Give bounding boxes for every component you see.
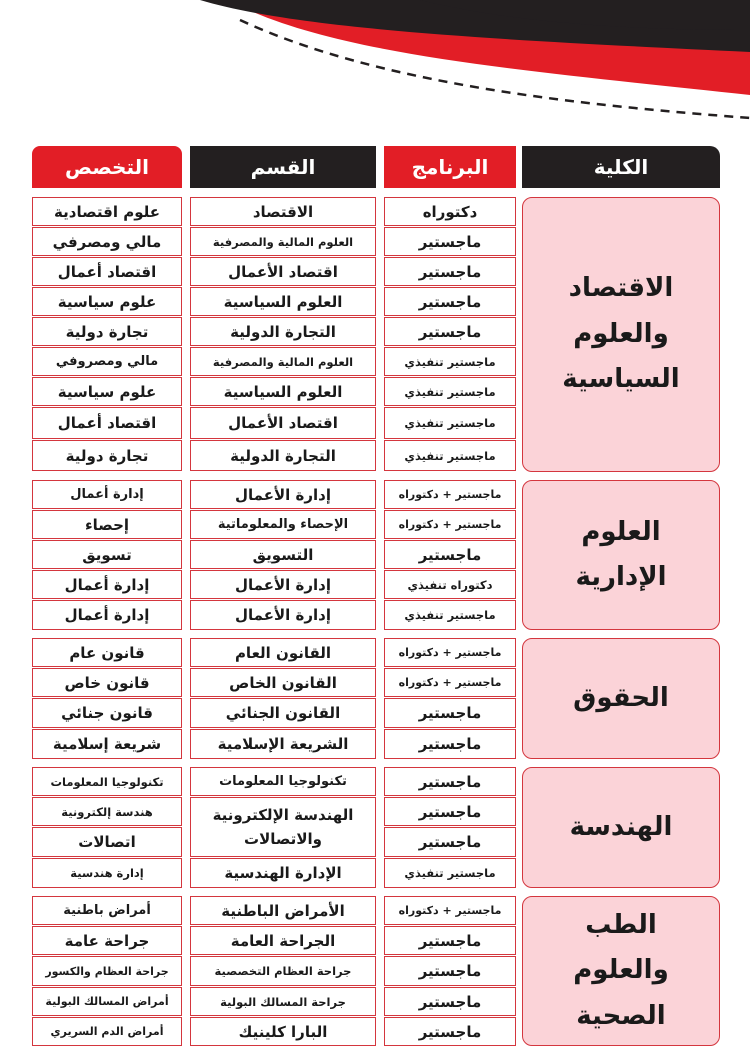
header-program: البرنامج xyxy=(384,146,516,188)
faculty-law xyxy=(522,638,720,759)
program-cell: ماجستير xyxy=(384,956,516,986)
program-cell: ماجستير xyxy=(384,257,516,286)
department-cell: إدارة الأعمال xyxy=(190,570,376,599)
department-cell: القانون الخاص xyxy=(190,668,376,697)
program-cell: ماجستير + دكتوراه xyxy=(384,480,516,509)
header-specialization: التخصص xyxy=(32,146,182,188)
table-row xyxy=(32,197,516,226)
department-cell: التجارة الدولية xyxy=(190,440,376,471)
table-row xyxy=(32,926,516,955)
table-row xyxy=(32,317,516,346)
specialization-cell: مالي ومصروفي xyxy=(32,347,182,376)
specialization-cell: تجارة دولية xyxy=(32,440,182,471)
department-cell: الاقتصاد xyxy=(190,197,376,226)
program-cell: ماجستير تنفيذي xyxy=(384,407,516,439)
department-cell: الجراحة العامة xyxy=(190,926,376,955)
program-cell: ماجستير تنفيذي xyxy=(384,347,516,376)
department-cell: التسويق xyxy=(190,540,376,569)
faculty-economics-politics xyxy=(522,197,720,472)
department-cell: جراحة المسالك البولية xyxy=(190,987,376,1016)
table-row xyxy=(32,407,516,439)
specialization-cell: تكنولوجيا المعلومات xyxy=(32,767,182,796)
table-row xyxy=(32,287,516,316)
program-cell: دكتوراه xyxy=(384,197,516,226)
specialization-cell: علوم سياسية xyxy=(32,287,182,316)
program-cell: ماجستير xyxy=(384,926,516,955)
specialization-cell: مالي ومصرفي xyxy=(32,227,182,256)
program-cell: ماجستير تنفيذي xyxy=(384,858,516,888)
table-row xyxy=(32,668,516,697)
program-cell: ماجستير xyxy=(384,767,516,796)
table-row xyxy=(32,638,516,667)
specialization-cell: إحصاء xyxy=(32,510,182,539)
specialization-cell: هندسة إلكترونية xyxy=(32,797,182,826)
department-cell: القانون العام xyxy=(190,638,376,667)
department-cell: التجارة الدولية xyxy=(190,317,376,346)
table-row xyxy=(32,987,516,1016)
specialization-cell: تجارة دولية xyxy=(32,317,182,346)
program-cell: ماجستير تنفيذي xyxy=(384,440,516,471)
department-cell: الإدارة الهندسية xyxy=(190,858,376,888)
specialization-cell: تسويق xyxy=(32,540,182,569)
program-cell: ماجستير تنفيذي xyxy=(384,600,516,630)
table-row xyxy=(32,440,516,471)
specialization-cell: إدارة أعمال xyxy=(32,480,182,509)
department-cell: الشريعة الإسلامية xyxy=(190,729,376,759)
department-cell: الأمراض الباطنية xyxy=(190,896,376,925)
faculty-engineering xyxy=(522,767,720,888)
top-banner-decoration xyxy=(0,0,750,130)
department-cell-merged: الهندسة الإلكترونية والاتصالات xyxy=(190,797,376,857)
table-row xyxy=(32,570,516,599)
faculty-name: الهندسة xyxy=(569,811,673,842)
table-row xyxy=(32,257,516,286)
header-department: القسم xyxy=(190,146,376,188)
faculty-name: العلوم الإدارية xyxy=(575,516,667,592)
specialization-cell: اقتصاد أعمال xyxy=(32,407,182,439)
department-cell: الإحصاء والمعلوماتية xyxy=(190,510,376,539)
department-cell: اقتصاد الأعمال xyxy=(190,257,376,286)
faculty-medicine-health xyxy=(522,896,720,1046)
program-cell: ماجستير تنفيذي xyxy=(384,377,516,406)
department-cell: البارا كلينيك xyxy=(190,1017,376,1046)
specialization-cell: أمراض باطنية xyxy=(32,896,182,925)
table-row xyxy=(32,1017,516,1046)
specialization-cell: أمراض المسالك البولية xyxy=(32,987,182,1016)
department-cell: القانون الجنائي xyxy=(190,698,376,728)
program-cell: دكتوراه تنفيذي xyxy=(384,570,516,599)
program-cell: ماجستير xyxy=(384,698,516,728)
table-row xyxy=(32,729,516,759)
table-row xyxy=(32,480,516,509)
department-cell: العلوم المالية والمصرفية xyxy=(190,347,376,376)
table-row xyxy=(32,227,516,256)
table-row xyxy=(32,698,516,728)
program-cell: ماجستير + دكتوراه xyxy=(384,510,516,539)
department-cell: العلوم السياسية xyxy=(190,287,376,316)
specialization-cell: إدارة أعمال xyxy=(32,570,182,599)
specialization-cell: اقتصاد أعمال xyxy=(32,257,182,286)
specialization-cell: إدارة هندسية xyxy=(32,858,182,888)
table-row xyxy=(32,600,516,630)
table-row xyxy=(32,347,516,376)
specialization-cell: علوم اقتصادية xyxy=(32,197,182,226)
program-cell: ماجستير xyxy=(384,287,516,316)
header-faculty: الكلية xyxy=(522,146,720,188)
specialization-cell: قانون عام xyxy=(32,638,182,667)
specialization-cell: قانون خاص xyxy=(32,668,182,697)
program-cell: ماجستير xyxy=(384,1017,516,1046)
specialization-cell: قانون جنائي xyxy=(32,698,182,728)
program-cell: ماجستير xyxy=(384,827,516,857)
program-cell: ماجستير + دكتوراه xyxy=(384,638,516,667)
faculty-administrative-sciences xyxy=(522,480,720,630)
specialization-cell: اتصالات xyxy=(32,827,182,857)
program-cell: ماجستير xyxy=(384,227,516,256)
specialization-cell: إدارة أعمال xyxy=(32,600,182,630)
program-cell: ماجستير xyxy=(384,987,516,1016)
department-cell: إدارة الأعمال xyxy=(190,480,376,509)
program-cell: ماجستير xyxy=(384,797,516,826)
table-row xyxy=(32,896,516,925)
department-cell: العلوم المالية والمصرفية xyxy=(190,227,376,256)
table-row xyxy=(32,956,516,986)
department-cell: اقتصاد الأعمال xyxy=(190,407,376,439)
program-cell: ماجستير xyxy=(384,540,516,569)
specialization-cell: أمراض الدم السريري xyxy=(32,1017,182,1046)
specialization-cell: علوم سياسية xyxy=(32,377,182,406)
program-cell: ماجستير + دكتوراه xyxy=(384,668,516,697)
program-cell: ماجستير xyxy=(384,729,516,759)
program-cell: ماجستير xyxy=(384,317,516,346)
department-cell: إدارة الأعمال xyxy=(190,600,376,630)
faculty-name: الاقتصاد والعلوم السياسية xyxy=(562,273,680,395)
table-row xyxy=(32,377,516,406)
department-cell: جراحة العظام التخصصية xyxy=(190,956,376,986)
faculty-name: الحقوق xyxy=(573,682,669,713)
department-cell: العلوم السياسية xyxy=(190,377,376,406)
table-row xyxy=(32,767,516,796)
specialization-cell: جراحة العظام والكسور xyxy=(32,956,182,986)
program-cell: ماجستير + دكتوراه xyxy=(384,896,516,925)
specialization-cell: جراحة عامة xyxy=(32,926,182,955)
specialization-cell: شريعة إسلامية xyxy=(32,729,182,759)
table-row xyxy=(32,540,516,569)
table-row xyxy=(32,510,516,539)
table-row xyxy=(32,858,516,888)
department-cell: تكنولوجيا المعلومات xyxy=(190,767,376,796)
faculty-name: الطب والعلوم الصحية xyxy=(573,909,669,1031)
